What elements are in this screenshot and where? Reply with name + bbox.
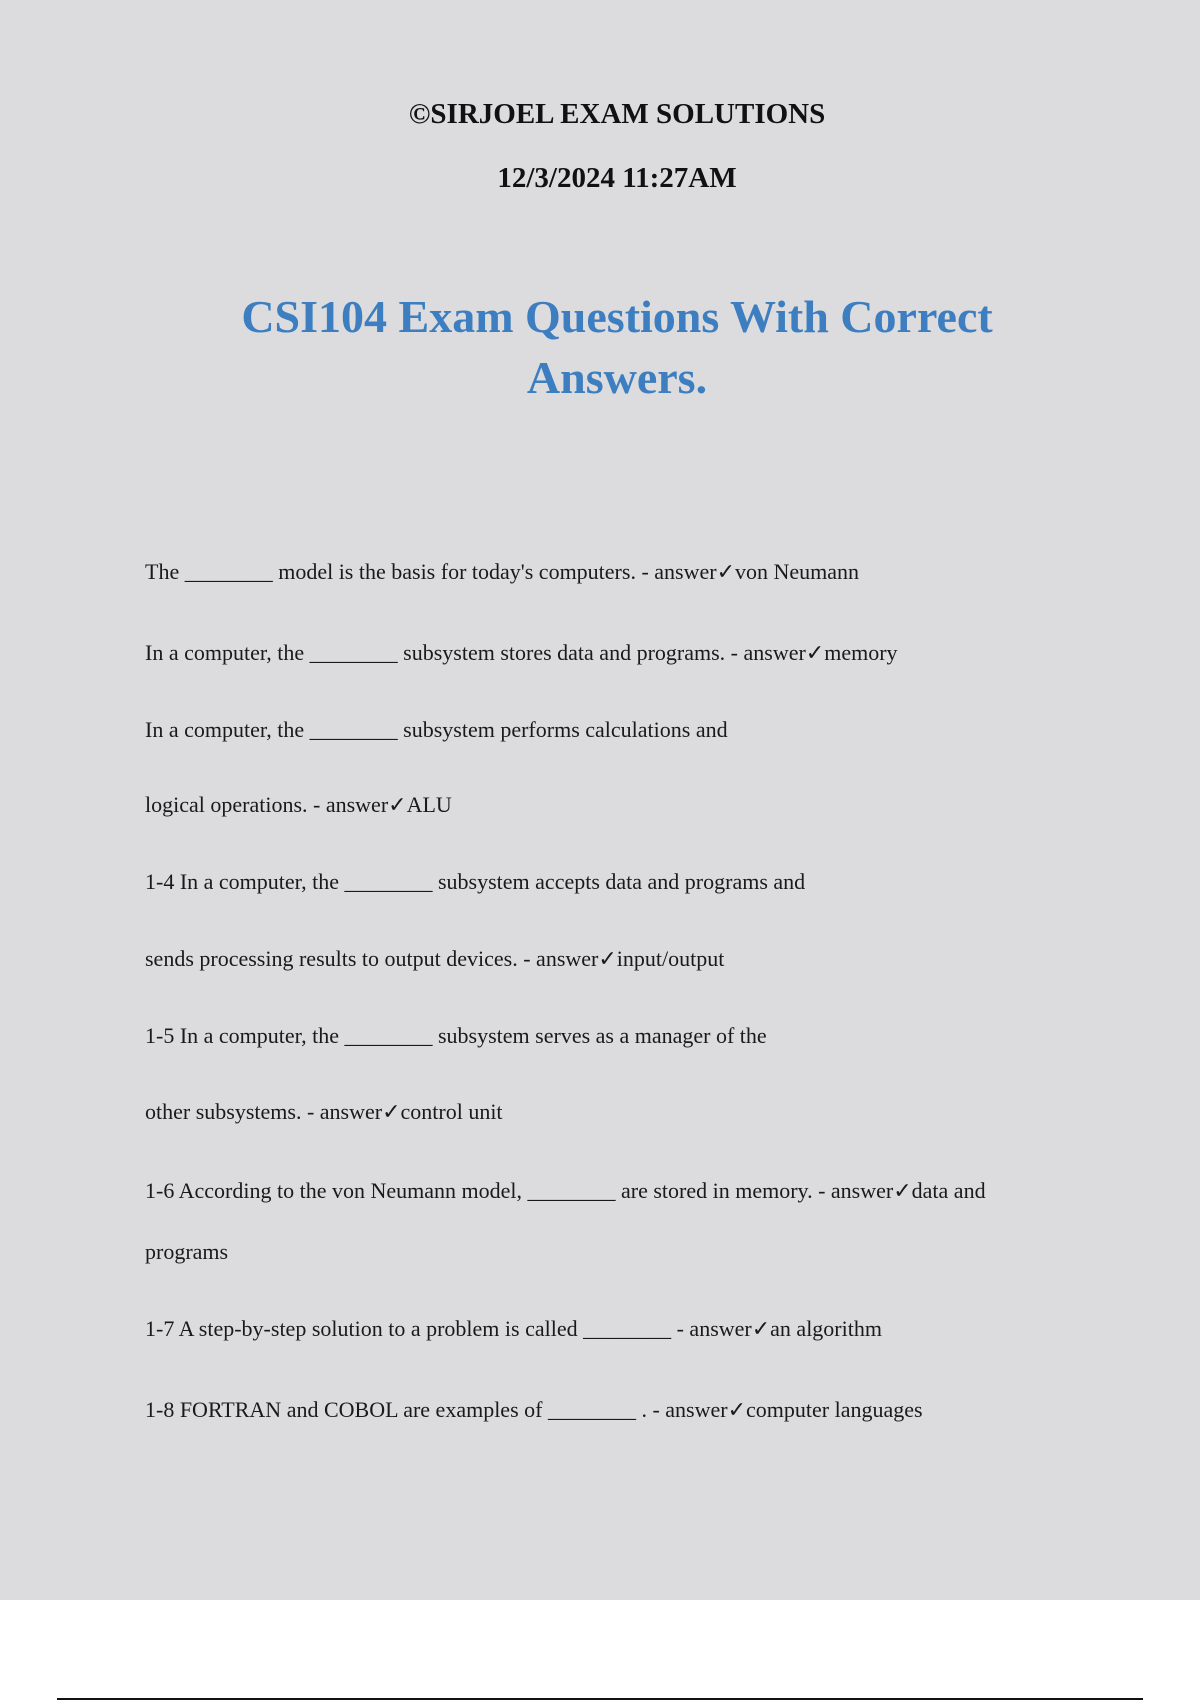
question-line: The ________ model is the basis for today's computers. - answer✓von Neumann — [145, 559, 860, 584]
document-title — [0, 286, 1200, 408]
question-line: 1-6 According to the von Neumann model, ________ are stored in memory. - answer✓data and — [145, 1178, 986, 1203]
question-line: programs — [145, 1239, 229, 1264]
title-line-1: CSI104 Exam Questions With Correct — [241, 291, 993, 342]
question-line: 1-4 In a computer, the ________ subsystem accepts data and programs and — [145, 869, 806, 894]
brand-header: ©SIRJOEL EXAM SOLUTIONS — [408, 98, 826, 130]
question-line: sends processing results to output devices. - answer✓input/output — [145, 946, 725, 971]
document-datetime: 12/3/2024 11:27AM — [497, 162, 737, 194]
question-line: 1-8 FORTRAN and COBOL are examples of ________ . - answer✓computer languages — [145, 1397, 923, 1422]
question-line: other subsystems. - answer✓control unit — [145, 1099, 503, 1124]
question-line: 1-5 In a computer, the ________ subsystem serves as a manager of the — [145, 1023, 767, 1048]
question-line: logical operations. - answer✓ALU — [145, 792, 452, 817]
question-line: In a computer, the ________ subsystem performs calculations and — [145, 717, 728, 742]
title-line-2: Answers. — [526, 352, 708, 403]
question-line: 1-7 A step-by-step solution to a problem is called ________ - answer✓an algorithm — [145, 1316, 882, 1341]
question-line: In a computer, the ________ subsystem stores data and programs. - answer✓memory — [145, 640, 898, 665]
